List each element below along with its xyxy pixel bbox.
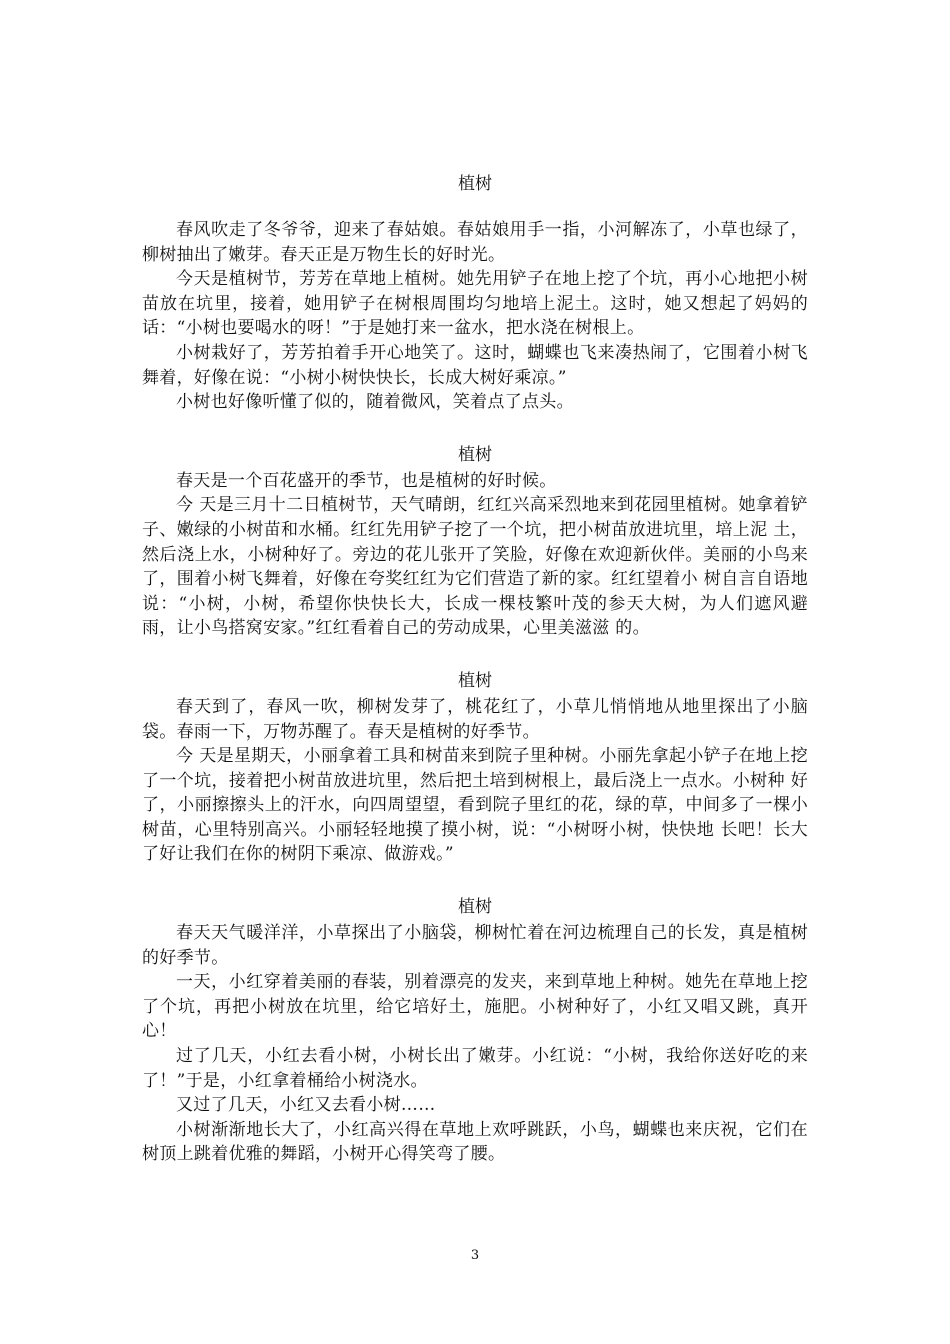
essay-title: 植树: [458, 174, 492, 194]
paragraph: 过了几天，小红去看小树，小树长出了嫩芽。小红说：“小树，我给你送好吃的来了！”于是，小红拿着桶给小树浇水。: [142, 1046, 808, 1091]
paragraph: 一天，小红穿着美丽的春装，别着漂亮的发夹，来到草地上种树。她先在草地上挖了个坑，再把小树放在坑里，给它培好土，施肥。小树种好了，小红又唱又跳，真开心！: [142, 972, 808, 1042]
paragraph: 春风吹走了冬爷爷，迎来了春姑娘。春姑娘用手一指，小河解冻了，小草也绿了，柳树抽出了嫩芽。春天正是万物生长的好时光。: [142, 220, 808, 265]
essay-2: [142, 443, 808, 641]
paragraph: 小树也好像听懂了似的，随着微风，笑着点了点头。: [176, 392, 574, 413]
paragraph: 今 天是三月十二日植树节，天气晴朗，红红兴高采烈地来到花园里植树。她拿着铲子、嫩绿的小树苗和水桶。红红先用铲子挖了一个坑，把小树苗放进坑里，培上泥 土，然后浇上水，小树种好了。旁边的花儿张开了笑脸，好像在欢迎新伙伴。美丽的小鸟来了，围着小树飞舞着，好像在夸奖红红为它们营造了新的家。红红望着小 树自言自语地说：“小树，小树，希望你快快长大，长成一棵枝繁叶茂的参天大树，为人们遮风避雨，让小鸟搭窝安家。”红红看着自己的劳动成果，心里美滋滋 的。: [142, 495, 808, 639]
paragraph: 小树渐渐地长大了，小红高兴得在草地上欢呼跳跃，小鸟，蝴蝶也来庆祝，它们在树顶上跳着优雅的舞蹈，小树开心得笑弯了腰。: [142, 1119, 808, 1165]
essay-1: [142, 172, 808, 415]
paragraph: 今 天是星期天，小丽拿着工具和树苗来到院子里种树。小丽先拿起小铲子在地上挖了一个坑，接着把小树苗放进坑里，然后把土培到树根上，最后浇上一点水。小树种 好了，小丽擦擦头上的汗水，向四周望望，看到院子里红的花，绿的草，中间多了一棵小树苗，心里特别高兴。小丽轻轻地摸了摸小树，说：“小树呀小树，快快地 长吧！长大了好让我们在你的树阴下乘凉、做游戏。”: [142, 746, 808, 865]
essay-3: [142, 669, 808, 867]
paragraph: 小树栽好了，芳芳拍着手开心地笑了。这时，蝴蝶也飞来凑热闹了，它围着小树飞舞着，好像在说：“小树小树快快长，长成大树好乘凉。”: [142, 342, 808, 388]
essay-4: [142, 895, 808, 1167]
essay-title: 植树: [458, 444, 492, 465]
paragraph: 春天是一个百花盛开的季节，也是植树的好时候。: [176, 470, 557, 491]
document-body: [142, 172, 808, 1167]
page-number: 3: [470, 1248, 480, 1263]
paragraph: 今天是植树节，芳芳在草地上植树。她先用铲子在地上挖了个坑，再小心地把小树苗放在坑里，接着，她用铲子在树根周围均匀地培上泥土。这时，她又想起了妈妈的话：“小树也要喝水的呀！”于是她打来一盆水，把水浇在树根上。: [142, 269, 808, 339]
essay-title: 植树: [458, 670, 492, 691]
paragraph: 春天天气暖洋洋，小草探出了小脑袋，柳树忙着在河边梳理自己的长发，真是植树的好季节。: [142, 923, 808, 968]
essay-title: 植树: [458, 897, 492, 918]
paragraph: 春天到了，春风一吹，柳树发芽了，桃花红了，小草儿悄悄地从地里探出了小脑袋。春雨一下，万物苏醒了。春天是植树的好季节。: [142, 696, 808, 742]
paragraph: 又过了几天，小红又去看小树……: [176, 1095, 436, 1116]
